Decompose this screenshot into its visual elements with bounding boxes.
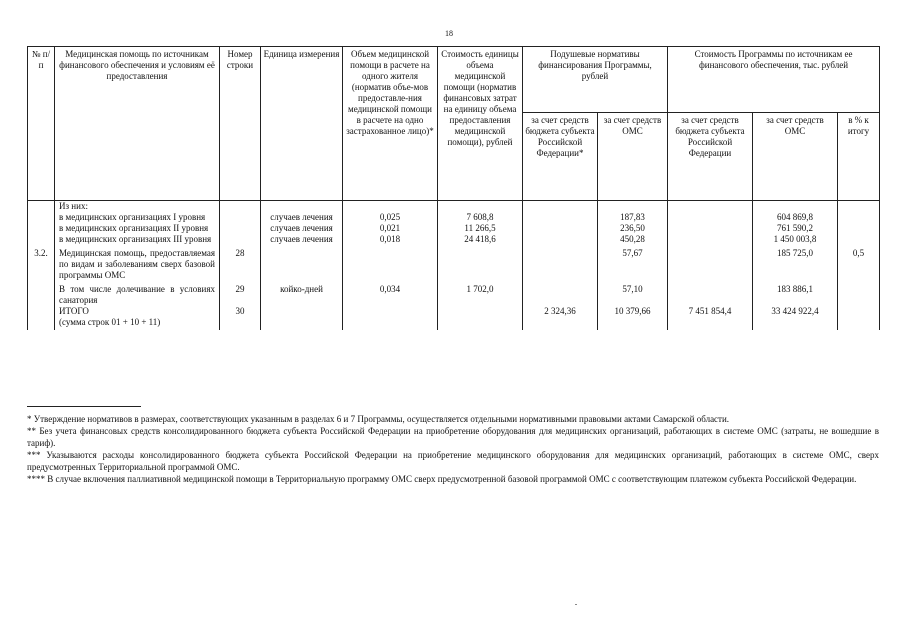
row-cost-cell: 7 608,8 [438, 212, 523, 223]
row-per-capita-budget-cell: 2 324,36 [523, 306, 598, 330]
row-program-pct-cell [838, 281, 880, 306]
row-name-cell: в медицинских организациях III уровня [55, 234, 220, 245]
row-unit-cell [261, 201, 343, 213]
table-row [28, 245, 880, 281]
row-program-pct-cell: 0,5 [838, 245, 880, 281]
row-per-capita-oms-cell: 450,28 [598, 234, 668, 245]
row-per-capita-oms-cell: 57,67 [598, 245, 668, 281]
header-program-pct: в % к итогу [838, 113, 880, 201]
table-row [28, 281, 880, 306]
row-program-oms-cell: 185 725,0 [753, 245, 838, 281]
header-cost: Стоимость единицы объема медицинской помощи (норматив финансовых затрат на единицу объема предоставления медицинской помощи), рублей [438, 47, 523, 201]
table-row [28, 234, 880, 245]
row-program-pct-cell [838, 306, 880, 330]
row-per-capita-budget-cell [523, 223, 598, 234]
row-cost-cell: 24 418,6 [438, 234, 523, 245]
row-program-pct-cell [838, 212, 880, 223]
scan-speck [575, 604, 577, 605]
row-number-cell [28, 306, 55, 330]
row-program-oms-cell: 604 869,8 [753, 212, 838, 223]
row-number-cell [28, 223, 55, 234]
row-per-capita-budget-cell [523, 234, 598, 245]
row-cost-cell [438, 306, 523, 330]
row-name-cell: Из них: [55, 201, 220, 213]
row-unit-cell [261, 245, 343, 281]
row-number-cell [28, 281, 55, 306]
row-line-cell [220, 201, 261, 213]
table-row [28, 306, 880, 330]
header-line: Номер строки [220, 47, 261, 201]
row-number-cell [28, 234, 55, 245]
row-program-budget-cell: 7 451 854,4 [668, 306, 753, 330]
row-line-cell [220, 234, 261, 245]
row-per-capita-budget-cell [523, 245, 598, 281]
row-volume-cell: 0,021 [343, 223, 438, 234]
row-line-cell [220, 223, 261, 234]
row-program-oms-cell: 33 424 922,4 [753, 306, 838, 330]
row-per-capita-budget-cell [523, 212, 598, 223]
financing-table [27, 46, 880, 330]
row-program-pct-cell [838, 201, 880, 213]
row-number-cell: 3.2. [28, 245, 55, 281]
header-program-oms: за счет средств ОМС [753, 113, 838, 201]
footnote: *** Указываются расходы консолидированного бюджета субъекта Российской Федерации на приобретение медицинского оборудования для медицинских организаций, работающих в системе ОМС, сверх предусмотренных Территориальной программой ОМС. [27, 450, 879, 472]
footnote-divider [27, 406, 141, 407]
row-unit-cell [261, 306, 343, 330]
table-body [28, 201, 880, 331]
row-per-capita-oms-cell: 57,10 [598, 281, 668, 306]
row-cost-cell: 11 266,5 [438, 223, 523, 234]
row-program-oms-cell: 183 886,1 [753, 281, 838, 306]
row-line-cell [220, 212, 261, 223]
footnote: **** В случае включения паллиативной медицинской помощи в Территориальную программу ОМС сверх предусмотренной базовой программой ОМС с соответствующим платежом субъекта Российской Федерации. [27, 474, 857, 484]
row-name-cell: Медицинская помощь, предоставляемая по видам и заболеваниям сверх базовой программы ОМС [55, 245, 220, 281]
row-name-cell: ИТОГО (сумма строк 01 + 10 + 11) [55, 306, 220, 330]
header-unit: Единица измерения [261, 47, 343, 201]
row-volume-cell: 0,034 [343, 281, 438, 306]
row-program-budget-cell [668, 245, 753, 281]
header-program-cost: Стоимость Программы по источникам ее финансового обеспечения, тыс. рублей [668, 47, 880, 113]
row-per-capita-oms-cell: 10 379,66 [598, 306, 668, 330]
row-program-oms-cell [753, 201, 838, 213]
row-cost-cell: 1 702,0 [438, 281, 523, 306]
row-per-capita-oms-cell [598, 201, 668, 213]
header-program-budget: за счет средств бюджета субъекта Российской Федерации [668, 113, 753, 201]
row-name-cell: в медицинских организациях II уровня [55, 223, 220, 234]
row-name-cell: В том числе долечивание в условиях санатория [55, 281, 220, 306]
row-program-budget-cell [668, 201, 753, 213]
row-per-capita-budget-cell [523, 281, 598, 306]
header-volume: Объем медицинской помощи в расчете на одного жителя (норматив объе-мов предоставле-ния медицинской помощи в расчете на одно застрахованное лицо)* [343, 47, 438, 201]
row-volume-cell [343, 306, 438, 330]
footnotes [27, 413, 879, 485]
row-line-cell: 28 [220, 245, 261, 281]
row-program-oms-cell: 761 590,2 [753, 223, 838, 234]
row-program-budget-cell [668, 223, 753, 234]
row-volume-cell: 0,025 [343, 212, 438, 223]
row-program-budget-cell [668, 234, 753, 245]
row-unit-cell: койко-дней [261, 281, 343, 306]
row-per-capita-budget-cell [523, 201, 598, 213]
header-per-capita-budget: за счет средств бюджета субъекта Российской Федерации* [523, 113, 598, 201]
row-cost-cell [438, 201, 523, 213]
row-cost-cell [438, 245, 523, 281]
header-per-capita: Подушевые нормативы финансирования Программы, рублей [523, 47, 668, 113]
row-line-cell: 30 [220, 306, 261, 330]
row-per-capita-oms-cell: 236,50 [598, 223, 668, 234]
header-no: № п/п [28, 47, 55, 201]
table-row [28, 201, 880, 213]
row-program-budget-cell [668, 281, 753, 306]
page-number: 18 [445, 29, 453, 38]
table-row [28, 212, 880, 223]
row-program-pct-cell [838, 234, 880, 245]
row-volume-cell [343, 201, 438, 213]
footnote: * Утверждение нормативов в размерах, соответствующих указанным в разделах 6 и 7 Программы, осуществляется отдельными нормативными правовыми актами Самарской области. [27, 414, 730, 424]
table-row [28, 223, 880, 234]
row-number-cell [28, 212, 55, 223]
header-per-capita-oms: за счет средств ОМС [598, 113, 668, 201]
row-unit-cell: случаев лечения [261, 212, 343, 223]
row-unit-cell: случаев лечения [261, 223, 343, 234]
row-unit-cell: случаев лечения [261, 234, 343, 245]
row-program-pct-cell [838, 223, 880, 234]
header-name: Медицинская помощь по источникам финансового обеспечения и условиям её предоставления [55, 47, 220, 201]
row-line-cell: 29 [220, 281, 261, 306]
footnote: ** Без учета финансовых средств консолидированного бюджета субъекта Российской Федерации на приобретение оборудования для медицинских организаций, работающих в системе ОМС (затраты, не вошедшие в тариф). [27, 426, 879, 448]
row-program-oms-cell: 1 450 003,8 [753, 234, 838, 245]
row-volume-cell [343, 245, 438, 281]
row-number-cell [28, 201, 55, 213]
row-volume-cell: 0,018 [343, 234, 438, 245]
row-program-budget-cell [668, 212, 753, 223]
row-name-cell: в медицинских организациях I уровня [55, 212, 220, 223]
row-per-capita-oms-cell: 187,83 [598, 212, 668, 223]
